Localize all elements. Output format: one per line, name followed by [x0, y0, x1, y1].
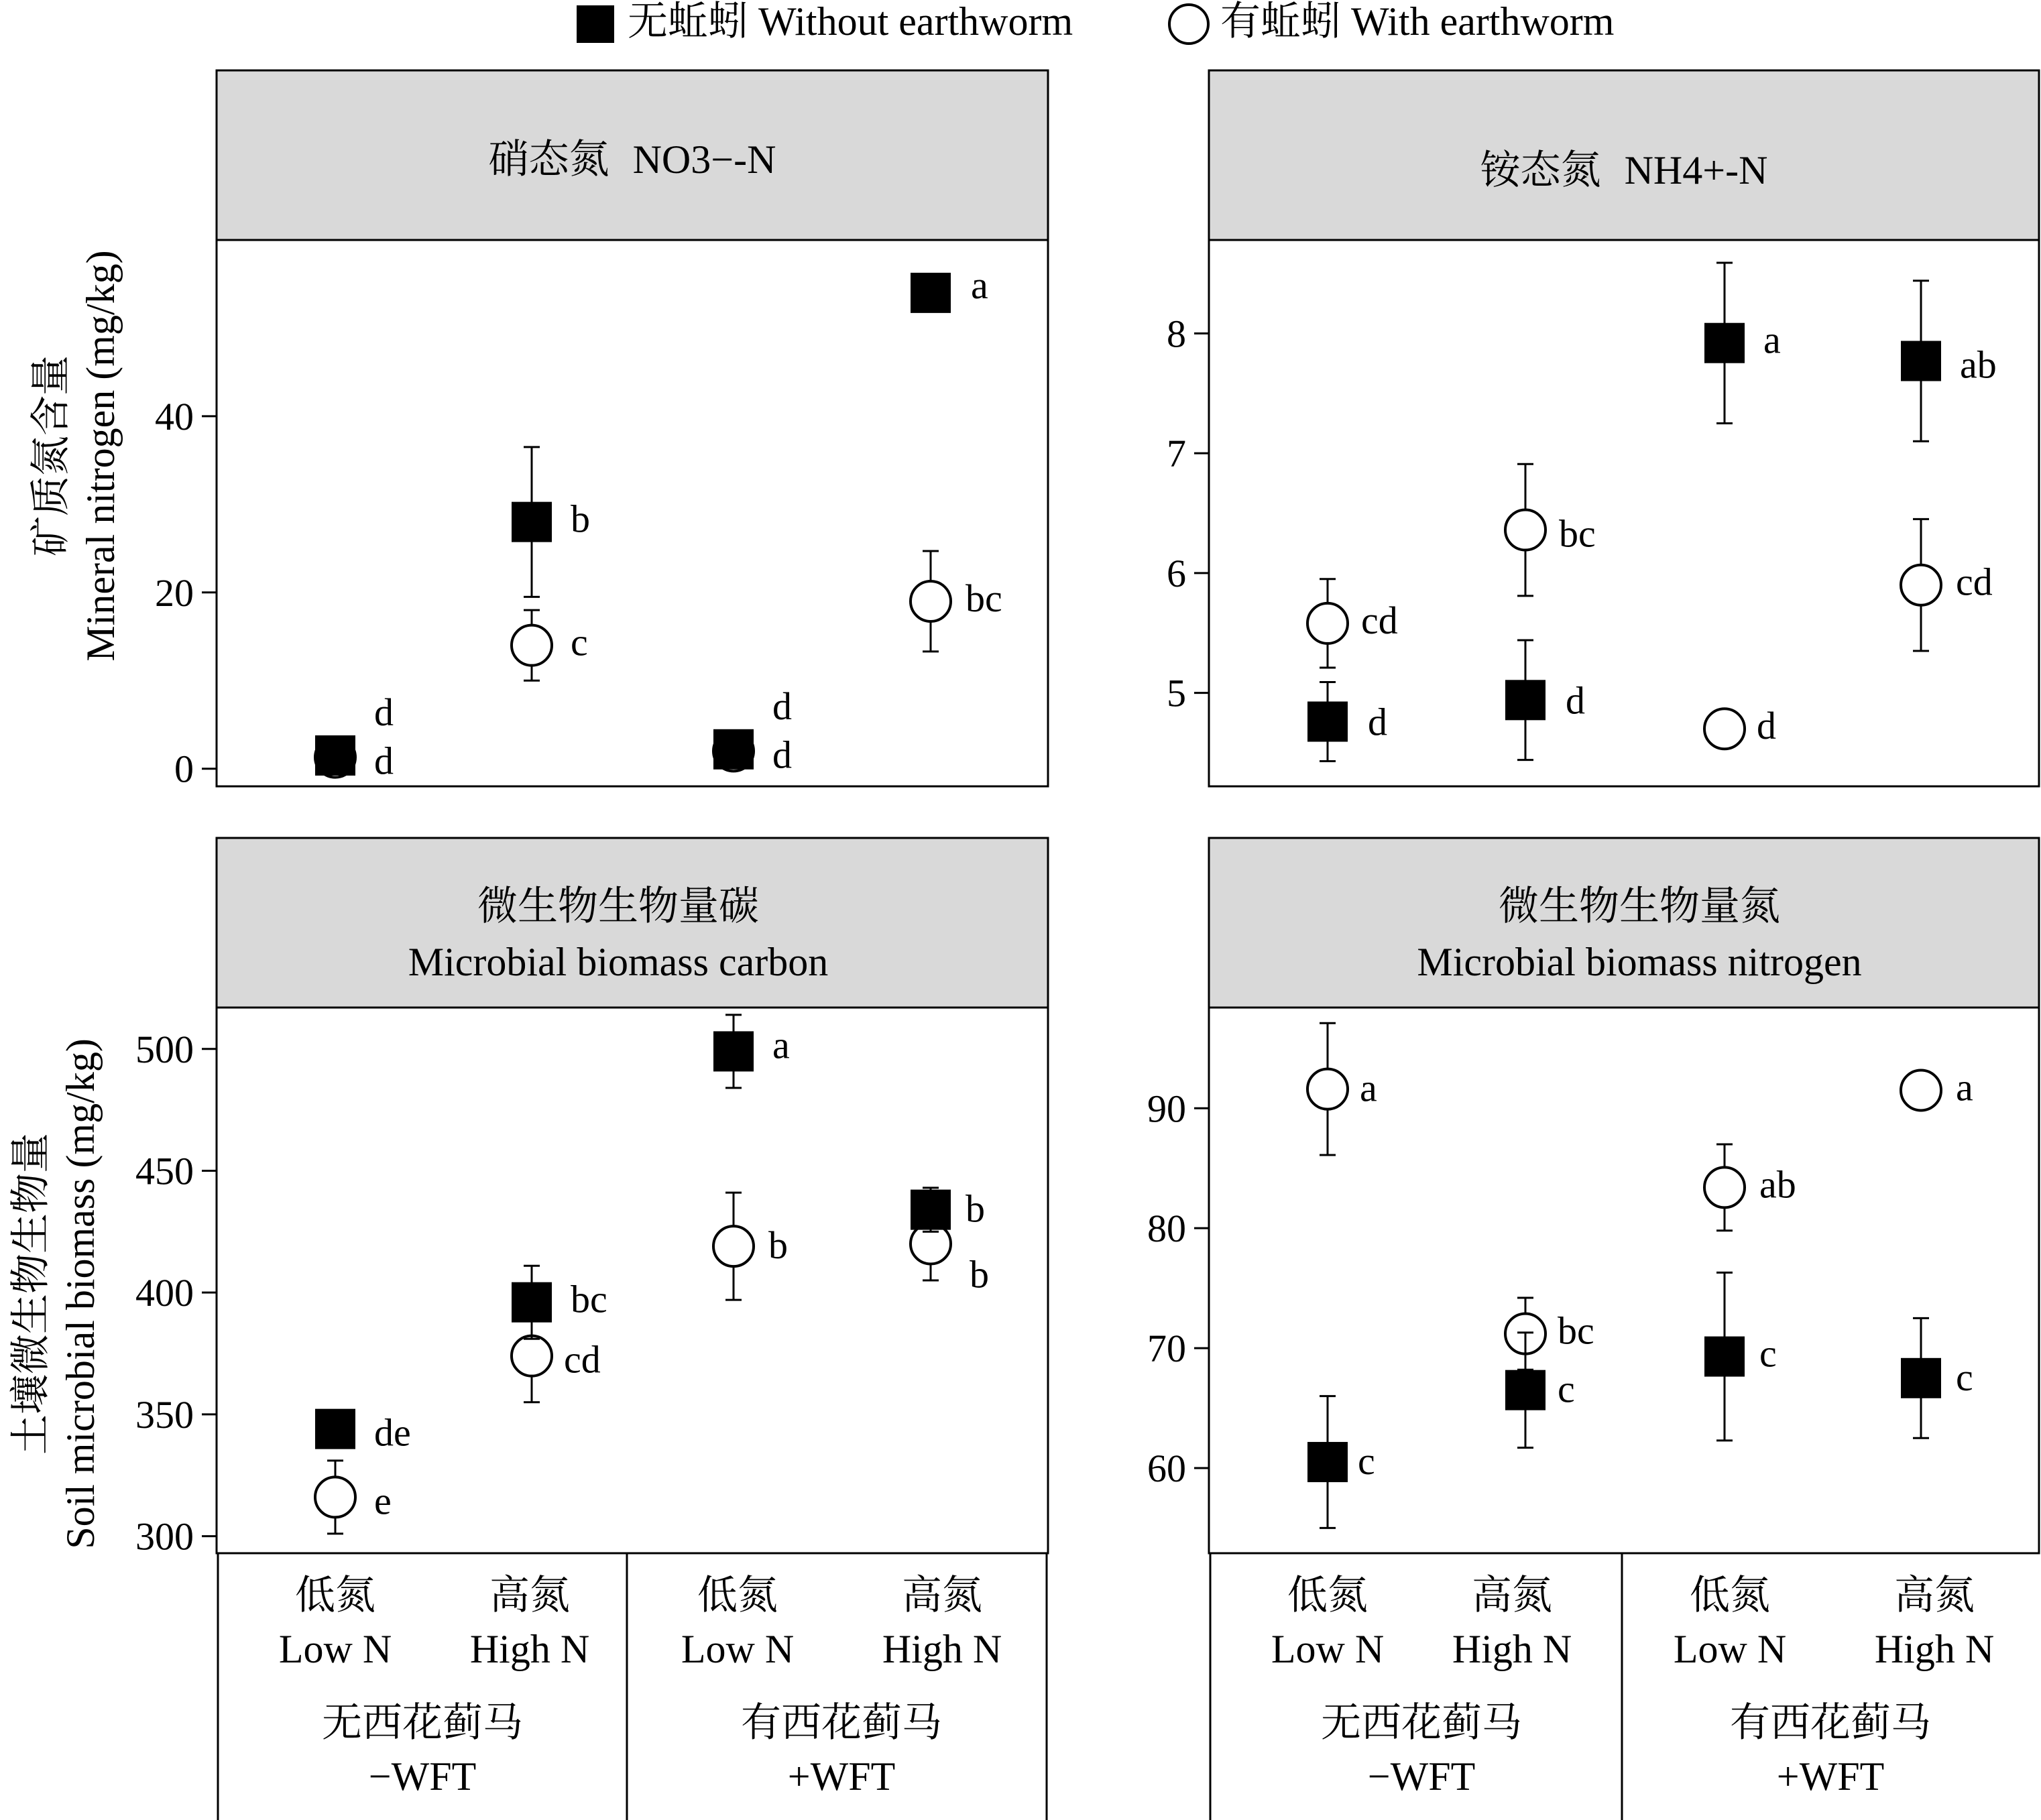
x-label-1-cn: 低氮 [295, 1573, 375, 1618]
legend-with-label: 有蚯蚓 With earthworm [1220, 0, 1615, 44]
circle-marker [911, 581, 951, 621]
panel-2-marks [1167, 263, 1997, 762]
y-tick-label: 450 [135, 1149, 194, 1193]
y-tick-label: 500 [135, 1027, 194, 1071]
legend-without-label: 无蚯蚓 Without earthworm [628, 0, 1073, 44]
panel-1-title-en: NO3−-N [632, 137, 776, 182]
legend-circle-marker [1169, 5, 1208, 44]
square-marker [911, 273, 951, 313]
square-marker [1505, 680, 1546, 720]
x-label-4-en: High N [882, 1627, 1002, 1671]
y-tick-label: 40 [155, 394, 194, 438]
significance-letter: cd [1956, 560, 1993, 604]
x-group-2-en: +WFT [787, 1754, 896, 1799]
significance-letter: d [374, 739, 394, 783]
significance-letter: d [772, 733, 792, 777]
significance-letter: c [1558, 1367, 1575, 1411]
y-tick-label: 20 [155, 570, 194, 615]
legend-square-marker [577, 5, 614, 43]
x-label-7-cn: 低氮 [1690, 1573, 1770, 1618]
significance-letter: bc [571, 1277, 607, 1321]
circle-marker [1901, 1070, 1941, 1110]
square-marker [1704, 1337, 1745, 1377]
y-axis-title-bottom-cn: 土壤微生物生物量 [9, 1133, 53, 1455]
panel-2-title [1480, 148, 1768, 192]
significance-letter: c [1358, 1439, 1375, 1483]
square-marker [1901, 341, 1941, 381]
square-marker [512, 502, 552, 542]
y-tick-label: 350 [135, 1392, 194, 1437]
x-label-3-en: Low N [681, 1627, 795, 1671]
circle-marker [512, 625, 552, 666]
x-group-3-cn: 无西花蓟马 [1321, 1701, 1522, 1745]
x-label-1-en: Low N [278, 1627, 392, 1671]
significance-letter: b [966, 1187, 985, 1231]
x-group-1-en: −WFT [368, 1754, 477, 1799]
y-tick-label: 6 [1167, 551, 1186, 595]
x-label-2-en: High N [469, 1627, 590, 1671]
significance-letter: ab [1759, 1162, 1796, 1207]
x-label-4-cn: 高氮 [902, 1573, 982, 1618]
significance-letter: cd [564, 1337, 601, 1382]
x-group-4-cn: 有西花蓟马 [1730, 1701, 1931, 1745]
x-group-2-cn: 有西花蓟马 [741, 1701, 942, 1745]
significance-letter: c [1956, 1355, 1973, 1399]
x-label-8-cn: 高氮 [1894, 1573, 1975, 1618]
y-axis-title-bottom-en: Soil microbial biomass (mg/kg) [58, 1038, 103, 1549]
x-group-3-en: −WFT [1367, 1754, 1476, 1799]
panel-4-title-cn: 微生物生物量氮 [1499, 884, 1780, 928]
significance-letter: a [1360, 1066, 1377, 1110]
y-tick-label: 90 [1147, 1087, 1186, 1131]
significance-letter: d [374, 690, 394, 734]
circle-marker [713, 1226, 754, 1266]
y-axis-title-top [29, 250, 123, 661]
y-tick-label: 400 [135, 1271, 194, 1315]
y-tick-label: 5 [1167, 671, 1186, 715]
significance-letter: a [971, 263, 988, 307]
y-tick-label: 80 [1147, 1207, 1186, 1251]
significance-letter: d [1757, 704, 1776, 748]
panel-1-frame [217, 240, 1048, 786]
x-label-6-en: High N [1452, 1627, 1572, 1671]
y-axis-title-bottom [9, 1038, 103, 1549]
y-tick-label: 300 [135, 1514, 194, 1559]
panel-frames [217, 70, 2039, 1553]
x-axis-left [218, 1553, 1047, 1820]
y-tick-label: 8 [1167, 312, 1186, 356]
y-axis-title-top-cn: 矿质氮含量 [29, 355, 73, 556]
significance-letter: b [768, 1223, 788, 1268]
significance-letter: d [772, 684, 792, 728]
x-group-1-cn: 无西花蓟马 [322, 1701, 523, 1745]
square-marker [1901, 1358, 1941, 1398]
significance-letter: e [374, 1479, 392, 1523]
panel-2-title-cn: 铵态氮 [1480, 148, 1601, 192]
significance-letter: ab [1960, 343, 1997, 387]
circle-marker [1307, 1069, 1348, 1109]
square-marker [1505, 1370, 1546, 1410]
x-label-8-en: High N [1874, 1627, 1995, 1671]
x-label-5-cn: 低氮 [1287, 1573, 1368, 1618]
panel-1-marks [155, 263, 1002, 791]
significance-letter: bc [966, 576, 1002, 620]
significance-letter: c [571, 620, 588, 664]
square-marker [1307, 701, 1348, 741]
x-label-5-en: Low N [1271, 1627, 1385, 1671]
panel-3-title-cn: 微生物生物量碳 [477, 884, 759, 928]
x-label-6-cn: 高氮 [1472, 1573, 1552, 1618]
x-label-7-en: Low N [1673, 1627, 1787, 1671]
panel-3-title-en: Microbial biomass carbon [408, 940, 829, 984]
y-tick-label: 70 [1147, 1327, 1186, 1371]
y-axis-title-top-en: Mineral nitrogen (mg/kg) [78, 250, 123, 662]
square-marker [1704, 323, 1745, 363]
circle-marker [1901, 565, 1941, 605]
significance-letter: a [1956, 1065, 1973, 1109]
significance-letter: de [374, 1410, 411, 1455]
significance-letter: b [970, 1252, 989, 1296]
significance-letter: bc [1558, 1309, 1594, 1353]
y-tick-label: 7 [1167, 432, 1186, 476]
circle-marker [1307, 603, 1348, 644]
circle-marker [1704, 709, 1745, 749]
panel-1-title [489, 137, 776, 182]
square-marker [911, 1190, 951, 1230]
panel-2-title-en: NH4+-N [1624, 148, 1768, 192]
panel-4-marks [1147, 1023, 1973, 1528]
square-marker [1307, 1442, 1348, 1482]
square-marker [713, 729, 754, 770]
x-axis-right [1210, 1553, 1994, 1820]
panel-1-title-cn: 硝态氮 [488, 137, 609, 182]
significance-letter: c [1759, 1331, 1777, 1376]
circle-marker [512, 1336, 552, 1376]
y-tick-label: 0 [174, 747, 194, 791]
circle-marker [1704, 1167, 1745, 1207]
circle-marker [1505, 510, 1546, 550]
y-tick-label: 60 [1147, 1446, 1186, 1490]
square-marker [315, 735, 355, 776]
panel-3-marks [135, 1015, 989, 1559]
significance-letter: d [1368, 700, 1387, 744]
significance-letter: d [1566, 678, 1585, 723]
panel-4-title-en: Microbial biomass nitrogen [1417, 940, 1862, 984]
circle-marker [315, 1477, 355, 1517]
square-marker [512, 1282, 552, 1323]
legend [577, 0, 1614, 44]
significance-letter: cd [1361, 598, 1398, 642]
square-marker [713, 1031, 754, 1071]
significance-letter: a [772, 1023, 790, 1067]
significance-letter: bc [1559, 511, 1596, 556]
x-group-4-en: +WFT [1776, 1754, 1885, 1799]
x-label-3-cn: 低氮 [697, 1573, 778, 1618]
significance-letter: a [1763, 318, 1781, 362]
significance-letter: b [571, 497, 590, 541]
square-marker [315, 1409, 355, 1449]
x-label-2-cn: 高氮 [489, 1573, 570, 1618]
